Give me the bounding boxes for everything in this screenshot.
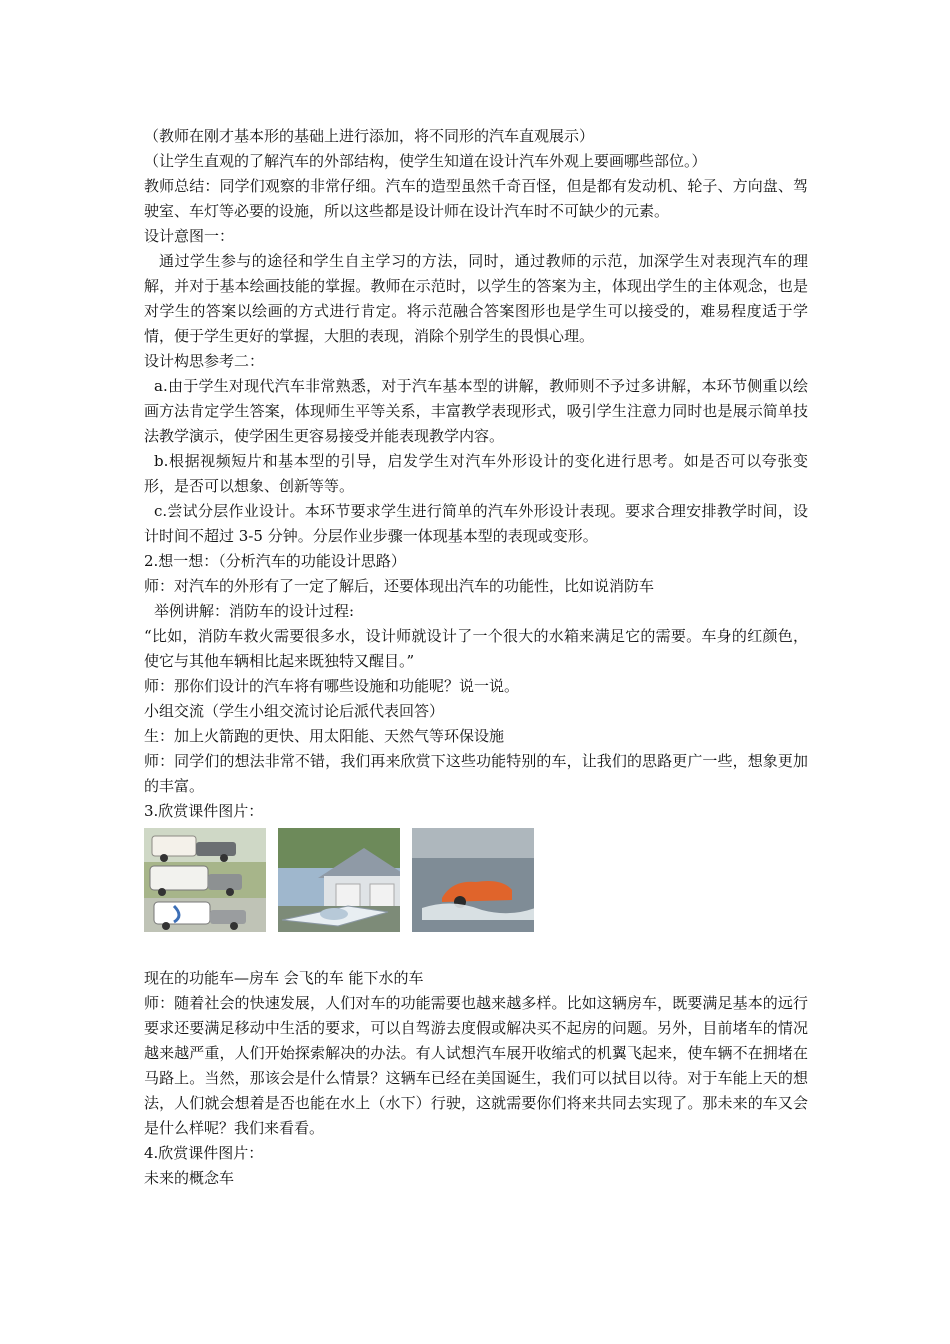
heading: 设计构思参考二：	[144, 352, 265, 370]
paragraph: 小组交流（学生小组交流讨论后派代表回答）	[144, 702, 445, 720]
paragraph: （教师在刚才基本形的基础上进行添加，将不同形的汽车直观展示）	[144, 127, 595, 145]
photo-caption: 现在的功能车—房车 会飞的车 能下水的车	[144, 969, 424, 987]
paragraph: 师：那你们设计的汽车将有哪些设施和功能呢？说一说。	[144, 677, 520, 695]
paragraph: 师：同学们的想法非常不错，我们再来欣赏下这些功能特别的车，让我们的思路更广一些，想象更加的丰富。	[144, 752, 808, 795]
paragraph: （让学生直观的了解汽车的外部结构，使学生知道在设计汽车外观上要画哪些部位。）	[144, 152, 707, 170]
paragraph: c.尝试分层作业设计。本环节要求学生进行简单的汽车外形设计表现。要求合理安排教学时间，设计时间不超过 3-5 分钟。分层作业步骤一体现基本型的表现或变形。	[144, 502, 808, 545]
paragraph: 举例讲解：消防车的设计过程:	[154, 602, 355, 620]
amphibious-car-photo	[412, 828, 534, 932]
paragraph: 通过学生参与的途径和学生自主学习的方法，同时，通过教师的示范，加深学生对表现汽车的理解，并对于基本绘画技能的掌握。教师在示范时，以学生的答案为主，体现出学生的主体观念，也是对学生的答案以绘画的方式进行肯定。将示范融合答案图形也是学生可以接受的，难易程度适于学情，便于学生更好的掌握，大胆的表现，消除个别学生的畏惧心理。	[144, 252, 808, 345]
heading: 4.欣赏课件图片：	[144, 1144, 264, 1162]
paragraph: 生：加上火箭跑的更快、用太阳能、天然气等环保设施	[144, 727, 505, 745]
heading: 设计意图一：	[144, 227, 235, 245]
paragraph: b.根据视频短片和基本型的引导，启发学生对汽车外形设计的变化进行思考。如是否可以夸张变形，是否可以想象、创新等等。	[144, 452, 808, 495]
paragraph: “比如，消防车救火需要很多水，设计师就设计了一个很大的水箱来满足它的需要。车身的红颜色，使它与其他车辆相比起来既独特又醒目。”	[144, 627, 808, 670]
heading: 2.想一想：（分析汽车的功能设计思路）	[144, 552, 406, 570]
document-page	[144, 124, 808, 1191]
paragraph: 师：随着社会的快速发展，人们对车的功能需要也越来越多样。比如这辆房车，既要满足基本的远行要求还要满足移动中生活的要求，可以自驾游去度假或解决买不起房的问题。另外，目前堵车的情况越来越严重，人们开始探索解决的办法。有人试想汽车展开收缩式的机翼飞起来，使车辆不在拥堵在马路上。当然，那该会是什么情景？这辆车已经在美国诞生，我们可以拭目以待。对于车能上天的想法，人们就会想着是否也能在水上（水下）行驶，这就需要你们将来共同去实现了。那未来的车又会是什么样呢？我们来看看。	[144, 994, 808, 1137]
heading: 3.欣赏课件图片：	[144, 802, 264, 820]
paragraph: 未来的概念车	[144, 1169, 235, 1187]
paragraph: a.由于学生对现代汽车非常熟悉，对于汽车基本型的讲解，教师则不予过多讲解，本环节侧重以绘画方法肯定学生答案，体现师生平等关系，丰富教学表现形式，吸引学生注意力同时也是展示简单技法教学演示，使学困生更容易接受并能表现教学内容。	[144, 377, 808, 445]
paragraph: 教师总结：同学们观察的非常仔细。汽车的造型虽然千奇百怪，但是都有发动机、轮子、方向盘、驾驶室、车灯等必要的设施，所以这些都是设计师在设计汽车时不可缺少的元素。	[144, 177, 808, 220]
flying-car-photo	[278, 828, 400, 932]
rv-campers-photo	[144, 828, 266, 932]
photo-row	[144, 828, 808, 934]
paragraph: 师：对汽车的外形有了一定了解后，还要体现出汽车的功能性，比如说消防车	[144, 577, 655, 595]
